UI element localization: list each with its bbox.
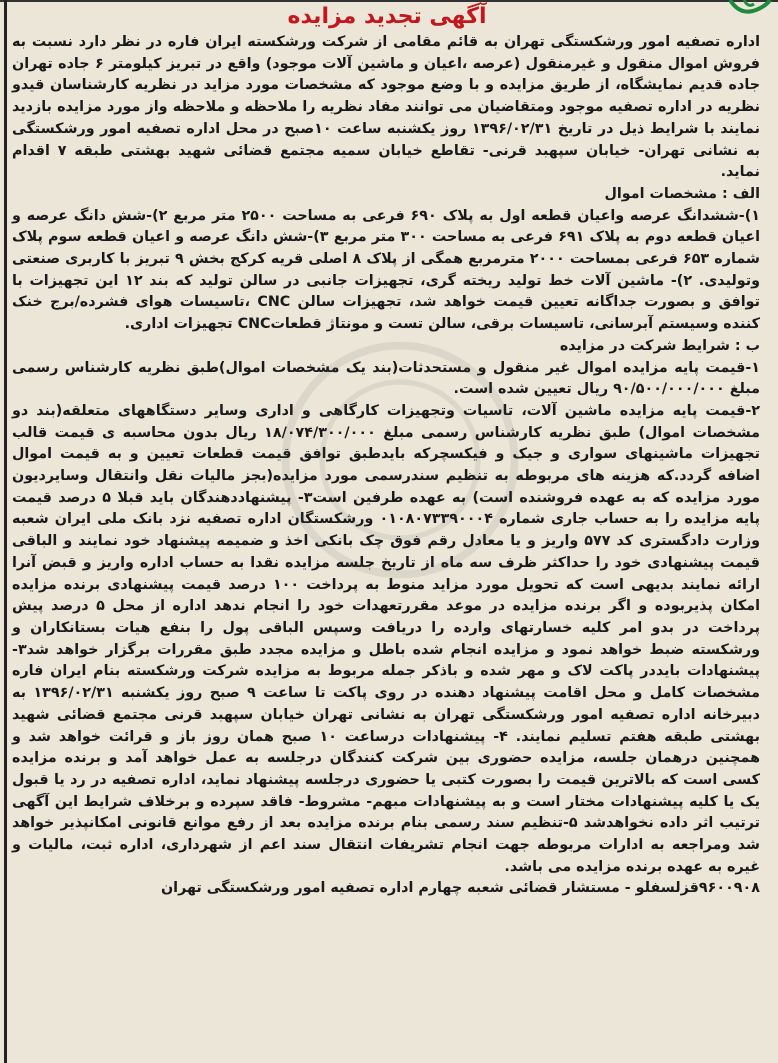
notice-signature: ۹۶۰۰۹۰۸قزلسفلو - مستشار قضائی شعبه چهارم اداره تصفیه امور ورشکستگی تهران [160,880,760,897]
top-border [0,0,778,2]
newspaper-logo-icon [726,0,772,18]
notice-body [10,32,764,878]
assets-paragraph: ۱)-ششدانگ عرصه واعیان قطعه اول به پلاک ۶۹۰ فرعی به مساحت ۲۵۰۰ متر مربع ۲)-شش دانگ عرصه و اعیان قطعه دوم به پلاک ۶۹۱ فرعی به مساحت ۳۰۰ متر مربع ۳)-شش دانگ عرصه و اعیان قطعه سوم پلاک شماره ۶۵۳ فرعی بمساحت ۲۰۰۰ مترمربع همگی از پلاک ۸ اصلی قریه کرکج بخش ۹ تبریز با کاربری صنعتی وتولیدی. ۲)- ماشین آلات خط تولید ریخته گری، تجهیزات جانبی در سالن تولید که بند ۱۲ این تجهیزات با توافق و بصورت جداگانه تعیین قیمت خواهد شد، تجهیزات سالن CNC ،تاسیسات هوای فشرده/برج خنک کننده وسیستم آبرسانی، تاسیسات برقی، سالن تست و مونتاژ قطعاتCNC تجهیزات اداری. [12,207,761,333]
notice-title: آگهی تجدید مزایده [287,4,487,29]
section-heading-conditions: ب : شرایط شرکت در مزایده [559,337,760,354]
intro-paragraph: اداره تصفیه امور ورشکستگی تهران به قائم مقامی از شرکت ورشکسته ایران فاره در نظر دارد نسبت به فروش اموال منقول و غیرمنقول (عرصه ،اعیان و ماشین آلات موجود) واقع در تبریز کیلومتر ۶ جاده تهران جاده قدیم نمایشگاه، از طریق مزایده و با وضع موجود که مشخصات مورد مزاید در نظریه کارشناسان قیدو نظریه در اداره تصفیه موجود ومتقاضیان می توانند مفاد نظریه را ملاحظه و ملاحظه واز مورد مزایده بازدید نمایند با شرایط ذیل در تاریخ ۱۳۹۶/۰۲/۳۱ روز یکشنبه ساعت ۱۰صبح در محل اداره تصفیه امور ورشکستگی به نشانی تهران- خیابان سپهبد قرنی- تقاطع خیابان سمیه مجتمع قضائی شهید بهشتی طبقه ۷ اقدام نماید. [12,34,760,181]
left-border [4,0,7,1063]
condition-1-paragraph: ۱-قیمت پایه مزایده اموال غیر منقول و مستحدثات(بند یک مشخصات اموال)طبق نظریه کارشناس رسمی مبلغ ۹۰/۵۰۰/۰۰۰/۰۰۰ ریال تعیین شده است. [12,359,760,398]
condition-2-paragraph: ۲-قیمت پایه مزایده ماشین آلات، تاسیات وتجهیزات کارگاهی و اداری وسایر دستگاههای متعلقه(بند دو مشخصات اموال) طبق نظریه کارشناس رسمی مبلغ ۱۸/۰۷۴/۳۰۰/۰۰۰ ریال بدون محاسبه ی قیمت قالب تجهیزات ماشینهای سواری و جیک و فیکسچرکه بایدطبق توافق قیمت قطعات تعیین و به قیمت اموال اضافه گردد.که هزینه های مربوطه به تنظیم سندرسمی مورد مزایده(بجز مالیات نقل وانتقال وسایردیون مورد مزایده که به عهده فروشنده است) به عهده طرفین است۳- پیشنهاددهندگان باید قبلا ۵ درصد قیمت پایه مزایده را به حساب جاری شماره ۰۱۰۸۰۷۳۳۹۰۰۰۴ ورشکستگان اداره تصفیه نزد بانک ملی ایران شعبه وزارت دادگستری کد ۵۷۷ واریز و یا معادل رقم فوق چک بانکی اخذ و ضمیمه پیشنهاد خود نمایند و الباقی قیمت پیشنهادی خود را حداکثر ظرف سه ماه از تاریخ جلسه مزایده نقدا به حساب اداره واریز و قبض آنرا ارائه نمایند بدیهی است که تحویل مورد مزاید منوط به پرداخت ۱۰۰ درصد قیمت پیشنهادی برنده مزایده امکان پذیربوده و اگر برنده مزایده در موعد مقررتعهدات خود را انجام ندهد اداره از محل ۵ درصد پیش پرداخت در بدو امر کلیه خسارتهای وارده را دریافت وسپس الباقی پول را بنفع هیات بستانکاران و ورشکسته ضبط خواهد نمود و مزایده انجام شده باطل و مزایده مجدد طبق مقررات برگزار خواهد شد۳- پیشنهادات بایددر پاکت لاک و مهر شده و باذکر جمله مربوط به مزایده شرکت ورشکسته بنام ایران فاره مشخصات کامل و محل اقامت پیشنهاد دهنده در روی پاکت تا ساعت ۹ صبح روز یکشنبه ۱۳۹۶/۰۲/۳۱ به دبیرخانه اداره تصفیه امور ورشکستگی تهران به نشانی تهران خیابان سپهبد قرنی مجتمع قضائی شهید بهشتی طبقه هفتم تسلیم نمایند. ۴- پیشنهادات درساعت ۱۰ صبح همان روز باز و قرائت خواهد شد و همچنین درهمان جلسه، مزایده حضوری بین شرکت کنندگان درجلسه به عمل خواهد آمد و برنده مزایده کسی است که بالاترین قیمت را بصورت کتبی یا حضوری درجلسه پیشنهاد نماید، اداره تصفیه در رد یا قبول یک یا کلیه پیشنهادات مختار است و به پیشنهادات مبهم- مشروط- فاقد سپرده و برخلاف شرایط این آگهی ترتیب اثر داده نخواهدشد ۵-تنظیم سند رسمی بنام برنده مزایده بعد از رفع موانع قانونی امکانپذیر خواهد شد ومراجعه به ادارات مربوطه جهت انجام تشریفات انتقال سند اعم از شهرداری، اداره ثبت، مالیات و غیره به عهده برنده مزایده می باشد. [12,402,761,875]
section-heading-assets: الف : مشخصات اموال [604,185,760,202]
